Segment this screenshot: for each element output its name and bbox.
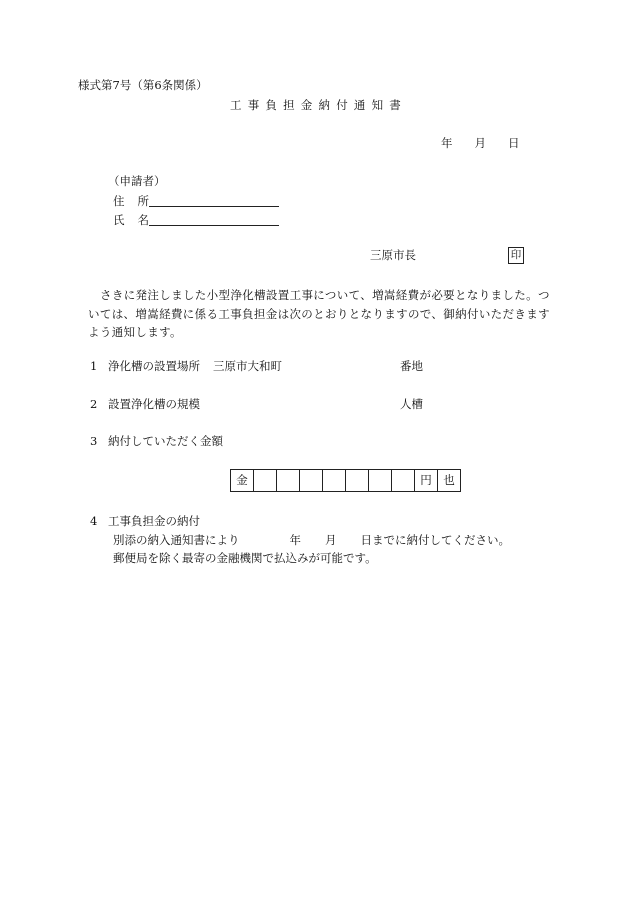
seal-box: 印: [508, 247, 524, 264]
item-number: 4: [90, 514, 98, 528]
amount-digit-cell: [254, 470, 277, 492]
amount-digit-cell: [392, 470, 415, 492]
item-payment: [90, 516, 200, 528]
name-underline: [149, 213, 279, 226]
amount-digit-cell: [369, 470, 392, 492]
amount-digit-cell: [346, 470, 369, 492]
payment-text-b: 日までに納付してください。: [360, 533, 510, 547]
payment-year: 年: [289, 533, 301, 547]
location-suffix: 番地: [400, 359, 423, 373]
payment-deadline-line: [113, 535, 510, 547]
item-label: 納付していただく金額: [108, 434, 223, 448]
item-location: [90, 361, 200, 373]
amount-yen-cell: 円: [415, 470, 438, 492]
address-field: [113, 194, 279, 207]
item-label: 工事負担金の納付: [108, 514, 200, 528]
name-field: [113, 213, 279, 226]
item-amount: [90, 436, 223, 448]
date-month: 月: [474, 136, 486, 150]
item-number: 2: [90, 397, 98, 411]
item-label: 設置浄化槽の規模: [108, 397, 200, 411]
form-number: 様式第7号（第6条関係）: [78, 78, 208, 92]
item-scale: [90, 399, 200, 411]
payment-text-a: 別添の納入通知書により: [113, 533, 240, 547]
item-number: 1: [90, 359, 98, 373]
name-label: 氏 名: [113, 212, 149, 227]
item-label: 浄化槽の設置場所: [108, 359, 200, 373]
payment-note: 郵便局を除く最寄の金融機関で払込みが可能です。: [113, 551, 377, 565]
applicant-heading: （申請者）: [108, 174, 166, 188]
payment-month: 月: [325, 533, 337, 547]
notice-paragraph: さきに発注しました小型浄化槽設置工事について、増嵩経費が必要となりました。ついては、増嵩経費に係る工事負担金は次のとおりとなりますので、御納付いただきますよう通知します。: [88, 288, 550, 339]
item-number: 3: [90, 434, 98, 448]
date-day: 日: [508, 136, 520, 150]
amount-digit-cell: [277, 470, 300, 492]
amount-digit-cell: [323, 470, 346, 492]
address-label: 住 所: [113, 193, 149, 208]
date-line: [441, 138, 520, 150]
amount-prefix-cell: 金: [231, 470, 254, 492]
amount-box: [230, 469, 461, 492]
mayor-label: 三原市長: [370, 248, 416, 262]
location-value: 三原市大和町: [213, 359, 282, 373]
address-underline: [149, 194, 279, 207]
date-year: 年: [441, 136, 453, 150]
document-title: 工事負担金納付通知書: [230, 98, 407, 112]
scale-suffix: 人槽: [400, 397, 423, 411]
amount-ya-cell: 也: [438, 470, 461, 492]
amount-digit-cell: [300, 470, 323, 492]
